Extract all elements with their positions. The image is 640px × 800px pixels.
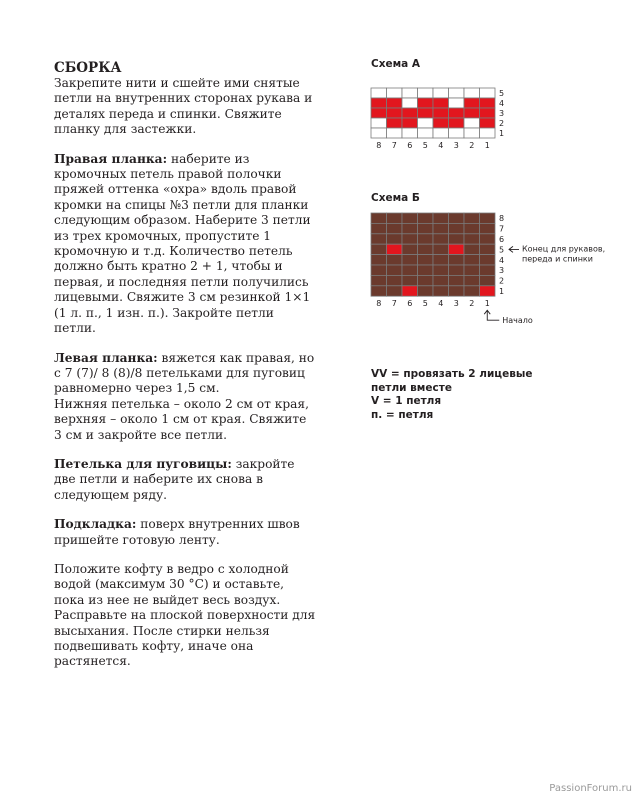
stitch-cell [433,213,449,223]
chart-b [365,206,625,326]
stitch-cell [371,128,387,138]
stitch-cell [402,108,418,118]
stitch-cell [418,98,434,108]
stitch-cell [371,98,387,108]
stitch-cell [418,108,434,118]
stitch-cell [402,234,418,244]
stitch-cell [418,128,434,138]
stitch-cell [418,88,434,98]
stitch-cell [387,223,403,233]
stitch-cell [480,223,496,233]
row-label: 5 [499,245,505,255]
stitch-cell [433,88,449,98]
stitch-cell [371,213,387,223]
stitch-cell [387,286,403,296]
stitch-cell [402,275,418,285]
stitch-cell [387,275,403,285]
stitch-cell [449,275,465,285]
column-label: 6 [407,141,413,150]
column-label: 1 [484,299,490,309]
legend-line-p: п. = петля [371,408,434,421]
stitch-cell [480,128,496,138]
stitch-cell [371,234,387,244]
stitch-cell [449,234,465,244]
stitch-cell [449,286,465,296]
stitch-cell [449,244,465,254]
stitch-cell [402,118,418,128]
stitch-cell [464,128,480,138]
stitch-cell [449,98,465,108]
stitch-cell [371,286,387,296]
row-label: 2 [499,119,505,128]
stitch-cell [480,108,496,118]
stitch-cell [433,286,449,296]
column-label: 8 [376,141,382,150]
column-label: 2 [469,299,475,309]
stitch-cell [387,255,403,265]
stitch-cell [418,265,434,275]
chart-a [365,80,505,152]
washing-text: Положите кофту в ведро с холодной водой (максимум 30 °C) и оставьте, пока из нее не выйдет весь воздух. Расправьте на плоской поверхности для высыхания. После стирки нельзя подвешивать кофту, иначе она растянется. [54,561,316,669]
stitch-cell [464,88,480,98]
stitch-cell [402,128,418,138]
stitch-cell [402,88,418,98]
stitch-cell [371,118,387,128]
column-label: 7 [391,141,397,150]
stitch-cell [418,223,434,233]
stitch-cell [464,275,480,285]
instructions-column [54,60,316,684]
stitch-cell [449,128,465,138]
column-label: 5 [422,299,428,309]
stitch-cell [418,213,434,223]
column-label: 5 [422,141,428,150]
column-label: 4 [438,141,444,150]
stitch-cell [418,275,434,285]
column-label: 3 [453,299,459,309]
stitch-cell [387,108,403,118]
stitch-cell [371,275,387,285]
end-arrow-icon [509,246,519,252]
buttonhole-text: закройте две петли и наберите их снова в следующем ряду. [54,456,295,502]
legend-line-vv-cont: петли вместе [371,381,452,394]
stitch-cell [418,118,434,128]
legend [371,368,571,422]
stitch-cell [480,286,496,296]
column-label: 1 [484,141,490,150]
stitch-cell [371,223,387,233]
row-label: 6 [499,235,505,244]
stitch-cell [387,244,403,254]
stitch-cell [387,88,403,98]
stitch-cell [402,223,418,233]
stitch-cell [449,88,465,98]
stitch-cell [480,88,496,98]
left-band-section [54,351,316,443]
stitch-cell [371,265,387,275]
row-label: 4 [499,255,505,265]
stitch-cell [449,265,465,275]
stitch-cell [480,213,496,223]
stitch-cell [464,255,480,265]
stitch-cell [433,223,449,233]
stitch-cell [464,244,480,254]
stitch-cell [464,223,480,233]
stitch-cell [418,234,434,244]
right-band-section [54,152,316,337]
stitch-cell [402,98,418,108]
stitch-cell [418,244,434,254]
end-label-line-2: переда и спинки [522,254,593,264]
stitch-cell [387,128,403,138]
legend-line-v: V = 1 петля [371,395,442,407]
chart-b-title: Схема Б [371,192,420,204]
start-label: Начало [502,316,533,326]
stitch-cell [433,265,449,275]
row-label: 7 [499,224,505,234]
lining-text: поверх внутренних швов пришейте готовую ленту. [54,517,300,547]
lining-lead: Подкладка: [54,517,137,532]
end-label-line-1: Конец для рукавов, [522,244,606,254]
stitch-cell [402,255,418,265]
stitch-cell [371,255,387,265]
assembly-intro: Закрепите нити и сшейте ими снятые петли на внутренних сторонах рукава и деталях переда и спинки. Свяжите планку для застежки. [54,76,313,137]
stitch-cell [480,265,496,275]
chart-a-title: Схема А [371,58,421,70]
washing-section [54,562,316,670]
start-arrow-icon [484,310,499,320]
stitch-cell [371,88,387,98]
stitch-cell [480,98,496,108]
stitch-cell [387,118,403,128]
assembly-section [54,60,316,138]
right-band-text: наберите из кромочных петель правой полочки пряжей оттенка «охра» вдоль правой кромки на спицы №3 петли для планки следующим образом. Наберите 3 петли из трех кромочных, пропустите 1 кромочную и т.д. Количество петель должно быть кратно 2 + 1, чтобы и первая, и последняя петли получились лицевыми. Свяжите 3 см резинкой 1×1 (1 л. п., 1 изн. п.). Закройте петли петли. [54,151,311,336]
stitch-cell [387,98,403,108]
stitch-cell [387,265,403,275]
stitch-cell [387,213,403,223]
stitch-cell [402,213,418,223]
lining-section [54,517,316,548]
stitch-cell [464,213,480,223]
stitch-cell [464,118,480,128]
row-label: 1 [499,287,505,296]
stitch-cell [480,275,496,285]
column-label: 3 [453,141,459,150]
stitch-cell [480,244,496,254]
buttonhole-lead: Петелька для пуговицы: [54,456,232,471]
stitch-cell [449,118,465,128]
stitch-cell [433,275,449,285]
row-label: 1 [499,129,505,138]
stitch-cell [433,108,449,118]
stitch-cell [464,98,480,108]
left-band-text: вяжется как правая, но с 7 (7)/ 8 (8)/8 петельками для пуговиц равномерно через 1,5 см. [54,350,315,396]
stitch-cell [464,234,480,244]
stitch-cell [433,98,449,108]
stitch-cell [402,265,418,275]
stitch-cell [433,234,449,244]
row-label: 3 [499,109,505,118]
stitch-cell [371,108,387,118]
column-label: 6 [407,299,413,309]
stitch-cell [449,108,465,118]
left-band-lead: Левая планка: [54,350,158,365]
stitch-cell [402,244,418,254]
stitch-cell [433,255,449,265]
stitch-cell [464,265,480,275]
stitch-cell [464,286,480,296]
stitch-cell [480,255,496,265]
left-band-text-2: Нижняя петелька – около 2 см от края, верхняя – около 1 см от края. Свяжите 3 см и закройте все петли. [54,396,309,442]
stitch-cell [449,213,465,223]
column-label: 7 [391,299,397,309]
stitch-cell [433,244,449,254]
stitch-cell [387,234,403,244]
column-label: 8 [376,299,382,309]
buttonhole-section [54,457,316,503]
stitch-cell [449,223,465,233]
stitch-cell [418,255,434,265]
row-label: 4 [499,99,505,108]
row-label: 3 [499,266,505,276]
stitch-cell [480,118,496,128]
row-label: 8 [499,214,505,224]
watermark: PassionForum.ru [549,783,632,794]
stitch-cell [433,118,449,128]
legend-line-vv: VV = провязать 2 лицевые [371,368,533,380]
stitch-cell [480,234,496,244]
stitch-cell [433,128,449,138]
row-label: 5 [499,89,505,98]
row-label: 2 [499,276,505,286]
stitch-cell [418,286,434,296]
stitch-cell [464,108,480,118]
assembly-heading: СБОРКА [54,60,122,76]
stitch-cell [449,255,465,265]
stitch-cell [371,244,387,254]
column-label: 4 [438,299,444,309]
column-label: 2 [469,141,475,150]
right-band-lead: Правая планка: [54,151,168,166]
stitch-cell [402,286,418,296]
